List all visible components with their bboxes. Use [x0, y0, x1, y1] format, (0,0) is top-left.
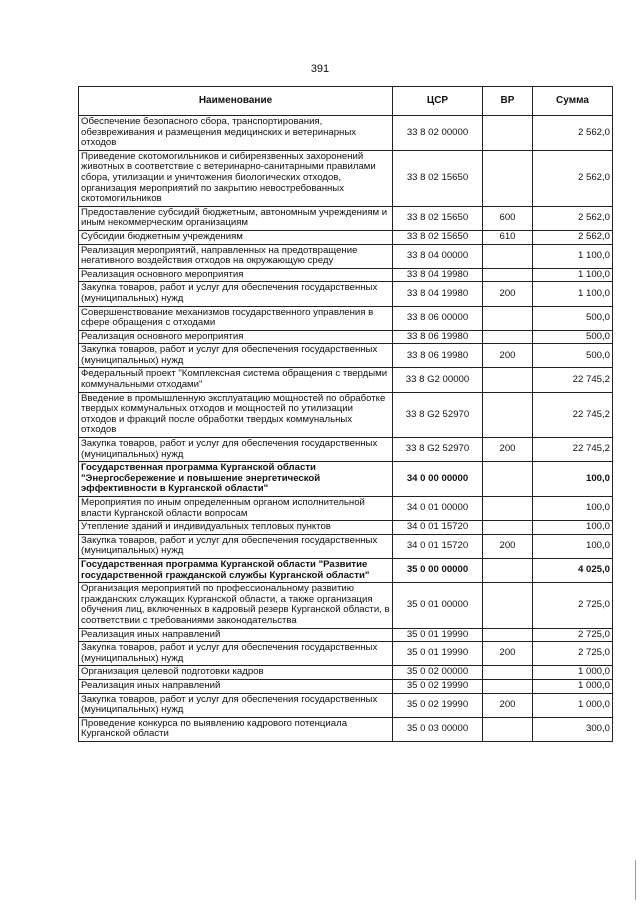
table-row	[79, 306, 613, 330]
table-header-row	[79, 87, 613, 116]
table-row	[79, 558, 613, 582]
table-row	[79, 693, 613, 717]
cell-name: Реализация иных направлений	[79, 679, 393, 693]
cell-csr: 33 8 G2 00000	[393, 368, 483, 392]
cell-name: Закупка товаров, работ и услуг для обеспечения государственных (муниципальных) нужд	[79, 693, 393, 717]
cell-csr: 33 8 06 00000	[393, 306, 483, 330]
cell-csr: 33 8 G2 52970	[393, 392, 483, 437]
cell-vr	[483, 497, 533, 521]
cell-name: Проведение конкурса по выявлению кадрового потенциала Курганской области	[79, 717, 393, 741]
scan-edge-mark	[635, 860, 636, 900]
table-row	[79, 534, 613, 558]
table-row	[79, 344, 613, 368]
cell-csr: 33 8 06 19980	[393, 330, 483, 344]
cell-name: Реализация мероприятий, направленных на предотвращение негативного воздействия отходов на окружающую среду	[79, 244, 393, 268]
table-row	[79, 282, 613, 306]
cell-sum: 2 562,0	[533, 150, 613, 206]
cell-name: Субсидии бюджетным учреждениям	[79, 230, 393, 244]
cell-vr: 200	[483, 282, 533, 306]
table-row	[79, 268, 613, 282]
budget-table	[78, 86, 613, 742]
table-row	[79, 717, 613, 741]
cell-sum: 22 745,2	[533, 368, 613, 392]
table-row	[79, 330, 613, 344]
cell-vr	[483, 679, 533, 693]
cell-vr	[483, 717, 533, 741]
cell-csr: 35 0 02 00000	[393, 666, 483, 680]
cell-sum: 1 100,0	[533, 282, 613, 306]
header-name: Наименование	[79, 87, 393, 116]
table-row	[79, 628, 613, 642]
cell-sum: 100,0	[533, 534, 613, 558]
table-row	[79, 116, 613, 151]
cell-sum: 500,0	[533, 344, 613, 368]
cell-csr: 33 8 G2 52970	[393, 438, 483, 462]
header-csr: ЦСР	[393, 87, 483, 116]
cell-name: Реализация иных направлений	[79, 628, 393, 642]
table-row	[79, 521, 613, 535]
cell-sum: 100,0	[533, 462, 613, 497]
cell-name: Предоставление субсидий бюджетным, автономным учреждениям и иным некоммерческим организациям	[79, 206, 393, 230]
cell-csr: 33 8 04 00000	[393, 244, 483, 268]
cell-sum: 22 745,2	[533, 438, 613, 462]
cell-csr: 33 8 02 00000	[393, 116, 483, 151]
cell-vr: 600	[483, 206, 533, 230]
cell-csr: 33 8 02 15650	[393, 230, 483, 244]
cell-name: Закупка товаров, работ и услуг для обеспечения государственных (муниципальных) нужд	[79, 534, 393, 558]
table-row	[79, 438, 613, 462]
cell-sum: 1 100,0	[533, 268, 613, 282]
cell-name: Мероприятия по иным определенным органом исполнительной власти Курганской области вопросам	[79, 497, 393, 521]
cell-vr	[483, 330, 533, 344]
table-row	[79, 497, 613, 521]
cell-sum: 2 562,0	[533, 230, 613, 244]
cell-name: Введение в промышленную эксплуатацию мощностей по обработке твердых коммунальных отходов и мощностей по утилизации отходов и фракций после обработки твердых коммунальных отходов	[79, 392, 393, 437]
cell-csr: 35 0 01 19990	[393, 628, 483, 642]
cell-csr: 35 0 01 00000	[393, 583, 483, 628]
cell-vr	[483, 462, 533, 497]
cell-name: Реализация основного мероприятия	[79, 330, 393, 344]
cell-sum: 2 562,0	[533, 116, 613, 151]
cell-vr	[483, 392, 533, 437]
cell-csr: 33 8 02 15650	[393, 150, 483, 206]
cell-vr	[483, 521, 533, 535]
cell-name: Государственная программа Курганской области "Развитие государственной гражданской службы Курганской области"	[79, 558, 393, 582]
cell-sum: 2 725,0	[533, 628, 613, 642]
cell-name: Закупка товаров, работ и услуг для обеспечения государственных (муниципальных) нужд	[79, 642, 393, 666]
cell-csr: 35 0 01 19990	[393, 642, 483, 666]
table-row	[79, 244, 613, 268]
cell-vr	[483, 583, 533, 628]
cell-csr: 34 0 01 15720	[393, 534, 483, 558]
cell-sum: 300,0	[533, 717, 613, 741]
table-row	[79, 206, 613, 230]
cell-sum: 1 000,0	[533, 679, 613, 693]
cell-vr: 200	[483, 438, 533, 462]
cell-csr: 34 0 01 15720	[393, 521, 483, 535]
cell-name: Закупка товаров, работ и услуг для обеспечения государственных (муниципальных) нужд	[79, 344, 393, 368]
cell-sum: 1 100,0	[533, 244, 613, 268]
cell-name: Обеспечение безопасного сбора, транспортирования, обезвреживания и размещения медицинских и ветеринарных отходов	[79, 116, 393, 151]
cell-csr: 35 0 02 19990	[393, 679, 483, 693]
cell-csr: 33 8 02 15650	[393, 206, 483, 230]
table-row	[79, 392, 613, 437]
cell-csr: 33 8 06 19980	[393, 344, 483, 368]
cell-vr: 200	[483, 344, 533, 368]
cell-name: Приведение скотомогильников и сибиреязвенных захоронений животных в соответствие с ветеринарно-санитарными правилами сбора, утилизации и уничтожения биологических отходов, организация мероприятий по закрытию невостребованных скотомогильников	[79, 150, 393, 206]
cell-sum: 100,0	[533, 497, 613, 521]
page-number: 391	[310, 63, 330, 75]
table-row	[79, 679, 613, 693]
table-row	[79, 462, 613, 497]
cell-vr	[483, 268, 533, 282]
cell-name: Организация мероприятий по профессиональному развитию гражданских служащих Курганской области, а также организация обучения лиц, включенных в кадровый резерв Курганской области, в соответствии с требованиями законодательства	[79, 583, 393, 628]
cell-sum: 1 000,0	[533, 693, 613, 717]
cell-name: Закупка товаров, работ и услуг для обеспечения государственных (муниципальных) нужд	[79, 282, 393, 306]
cell-sum: 4 025,0	[533, 558, 613, 582]
cell-vr	[483, 306, 533, 330]
cell-sum: 1 000,0	[533, 666, 613, 680]
table-body	[79, 116, 613, 742]
cell-sum: 2 562,0	[533, 206, 613, 230]
cell-sum: 100,0	[533, 521, 613, 535]
table-row	[79, 150, 613, 206]
cell-vr: 200	[483, 534, 533, 558]
table-row	[79, 666, 613, 680]
cell-csr: 35 0 03 00000	[393, 717, 483, 741]
cell-vr: 200	[483, 693, 533, 717]
cell-name: Реализация основного мероприятия	[79, 268, 393, 282]
cell-vr	[483, 150, 533, 206]
cell-vr: 200	[483, 642, 533, 666]
cell-name: Организация целевой подготовки кадров	[79, 666, 393, 680]
cell-csr: 35 0 00 00000	[393, 558, 483, 582]
cell-csr: 35 0 02 19990	[393, 693, 483, 717]
cell-name: Совершенствование механизмов государственного управления в сфере обращения с отходами	[79, 306, 393, 330]
cell-sum: 2 725,0	[533, 642, 613, 666]
cell-name: Утепление зданий и индивидуальных тепловых пунктов	[79, 521, 393, 535]
cell-sum: 500,0	[533, 330, 613, 344]
cell-sum: 2 725,0	[533, 583, 613, 628]
cell-vr	[483, 558, 533, 582]
header-sum: Сумма	[533, 87, 613, 116]
cell-name: Государственная программа Курганской области "Энергосбережение и повышение энергетической эффективности в Курганской области"	[79, 462, 393, 497]
cell-csr: 34 0 00 00000	[393, 462, 483, 497]
table-row	[79, 230, 613, 244]
table-row	[79, 583, 613, 628]
cell-sum: 22 745,2	[533, 392, 613, 437]
cell-vr	[483, 628, 533, 642]
cell-vr: 610	[483, 230, 533, 244]
cell-csr: 33 8 04 19980	[393, 282, 483, 306]
cell-vr	[483, 244, 533, 268]
cell-vr	[483, 116, 533, 151]
header-vr: ВР	[483, 87, 533, 116]
cell-sum: 500,0	[533, 306, 613, 330]
cell-name: Федеральный проект "Комплексная система обращения с твердыми коммунальными отходами"	[79, 368, 393, 392]
table-row	[79, 642, 613, 666]
cell-csr: 33 8 04 19980	[393, 268, 483, 282]
cell-name: Закупка товаров, работ и услуг для обеспечения государственных (муниципальных) нужд	[79, 438, 393, 462]
cell-csr: 34 0 01 00000	[393, 497, 483, 521]
cell-vr	[483, 368, 533, 392]
table-row	[79, 368, 613, 392]
cell-vr	[483, 666, 533, 680]
